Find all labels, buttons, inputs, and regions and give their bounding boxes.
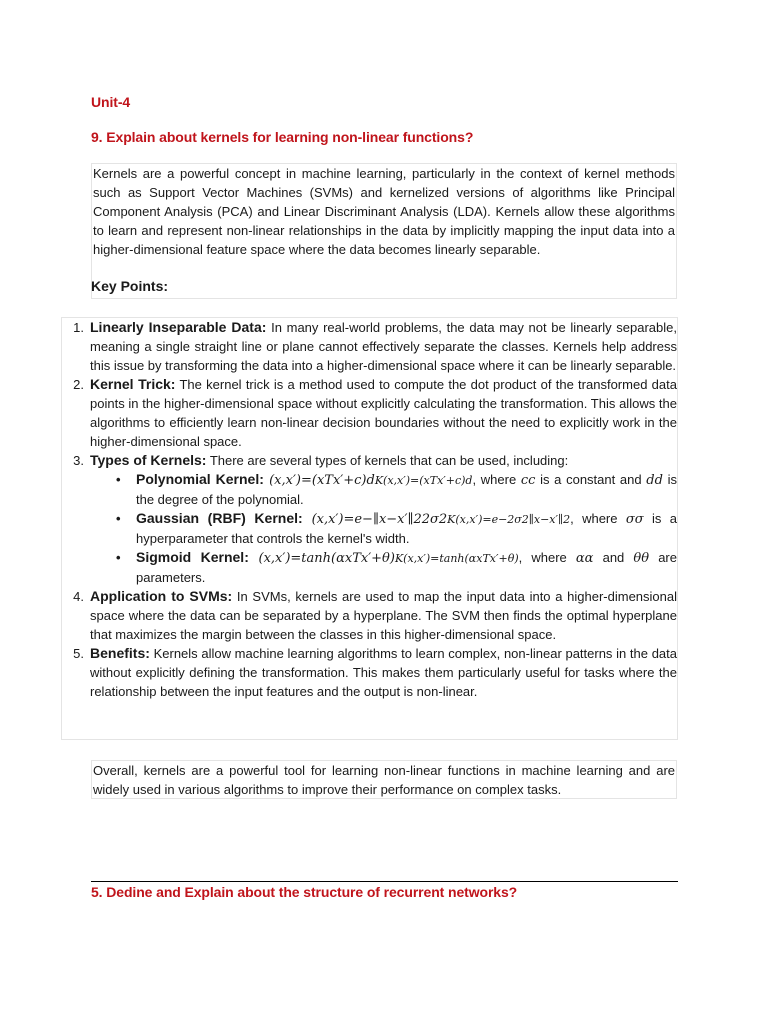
- kernel-text: is a hyperparameter that controls the kernel's width.: [136, 511, 677, 546]
- conclusion-box: [91, 760, 677, 799]
- kernel-formula-alt: K(x,x′)=(xTx′+c)d: [374, 474, 473, 487]
- item-term: Application to SVMs:: [90, 588, 233, 604]
- kernel-item-sigmoid: [62, 548, 677, 587]
- item-term: Types of Kernels:: [90, 452, 207, 468]
- kernel-term: Polynomial Kernel:: [136, 471, 264, 487]
- kernel-formula: (x,x′)=(xTx′+c)d: [263, 473, 375, 488]
- item-term: Kernel Trick:: [90, 376, 176, 392]
- list-item: [62, 318, 677, 375]
- key-points-heading: Key Points:: [91, 278, 169, 294]
- kernel-variable: dd: [646, 473, 663, 488]
- kernel-term: Sigmoid Kernel:: [136, 549, 249, 565]
- intro-paragraph: Kernels are a powerful concept in machine learning, particularly in the context of kernel methods such as Support Vector Machines (SVMs) and kernelized versions of algorithms like Principal Component Analysis (PCA) and Linear Discriminant Analysis (LDA). Kernels allow these algorithms to learn and represent non-linear relationships in the data by implicitly mapping the input data into a higher-dimensional feature space where the data becomes linearly separable.: [93, 166, 675, 257]
- intro-box: [91, 163, 677, 299]
- kernel-item-gaussian: [62, 509, 677, 548]
- item-number: 5.: [73, 646, 84, 661]
- kernel-item-polynomial: [62, 470, 677, 509]
- kernel-text: , where: [472, 472, 521, 487]
- bullet-icon: •: [116, 472, 121, 487]
- kernel-text: and: [593, 550, 634, 565]
- item-text: The kernel trick is a method used to compute the dot product of the transformed data points in the higher-dimensional space without explicitly calculating the transformation. This allows the algorithms to efficiently learn non-linear decision boundaries without the need to explicitly work in the higher-dimensional space.: [90, 377, 677, 449]
- next-question-heading: 5. Dedine and Explain about the structure of recurrent networks?: [91, 884, 518, 900]
- section-divider: [91, 881, 678, 882]
- list-item: [62, 451, 677, 470]
- unit-heading: Unit-4: [91, 94, 131, 110]
- key-points-list: [61, 317, 678, 740]
- item-text: In SVMs, kernels are used to map the input data into a higher-dimensional space where the data can be separated by a hyperplane. The SVM then finds the optimal hyperplane that maximizes the margin between the classes in this higher-dimensional space.: [90, 589, 677, 642]
- item-text: Kernels allow machine learning algorithms to learn complex, non-linear patterns in the data without explicitly defining the transformation. This makes them particularly useful for tasks where the relationship between the input features and the output is non-linear.: [90, 646, 677, 699]
- list-item: [62, 587, 677, 644]
- list-item: [62, 644, 677, 701]
- bullet-icon: •: [116, 550, 121, 565]
- bullet-icon: •: [116, 511, 121, 526]
- item-term: Linearly Inseparable Data:: [90, 319, 267, 335]
- item-text: In many real-world problems, the data may not be linearly separable, meaning a single straight line or plane cannot effectively separate the classes. Kernels help address this issue by transforming the data into a higher-dimensional space where it can be linearly separable.: [90, 320, 677, 373]
- kernel-formula: (x,x′)=e−∥x−x′∥22σ2: [302, 512, 448, 527]
- question-heading: 9. Explain about kernels for learning non-linear functions?: [91, 129, 474, 145]
- conclusion-paragraph: Overall, kernels are a powerful tool for learning non-linear functions in machine learning and are widely used in various algorithms to improve their performance on complex tasks.: [93, 763, 675, 797]
- item-term: Benefits:: [90, 645, 150, 661]
- kernel-variable: cc: [520, 473, 536, 488]
- kernel-variable: σσ: [625, 512, 644, 527]
- kernel-text: , where: [518, 550, 576, 565]
- kernel-formula: (x,x′)=tanh(αxTx′+θ): [248, 551, 395, 566]
- kernel-formula-alt: K(x,x′)=e−2σ2∥x−x′∥2: [447, 513, 571, 526]
- kernel-text: , where: [570, 511, 626, 526]
- item-number: 3.: [73, 453, 84, 468]
- kernel-term: Gaussian (RBF) Kernel:: [136, 510, 303, 526]
- kernel-variable: θθ: [633, 551, 650, 566]
- list-item: [62, 375, 677, 451]
- kernel-text: is a constant and: [535, 472, 647, 487]
- kernel-text: are parameters.: [136, 550, 677, 585]
- item-number: 1.: [73, 320, 84, 335]
- item-text: There are several types of kernels that can be used, including:: [206, 453, 569, 468]
- kernel-text: is the degree of the polynomial.: [136, 472, 678, 507]
- item-number: 4.: [73, 589, 84, 604]
- item-number: 2.: [73, 377, 84, 392]
- kernel-variable: αα: [575, 551, 594, 566]
- kernel-formula-alt: K(x,x′)=tanh(αxTx′+θ): [394, 552, 519, 565]
